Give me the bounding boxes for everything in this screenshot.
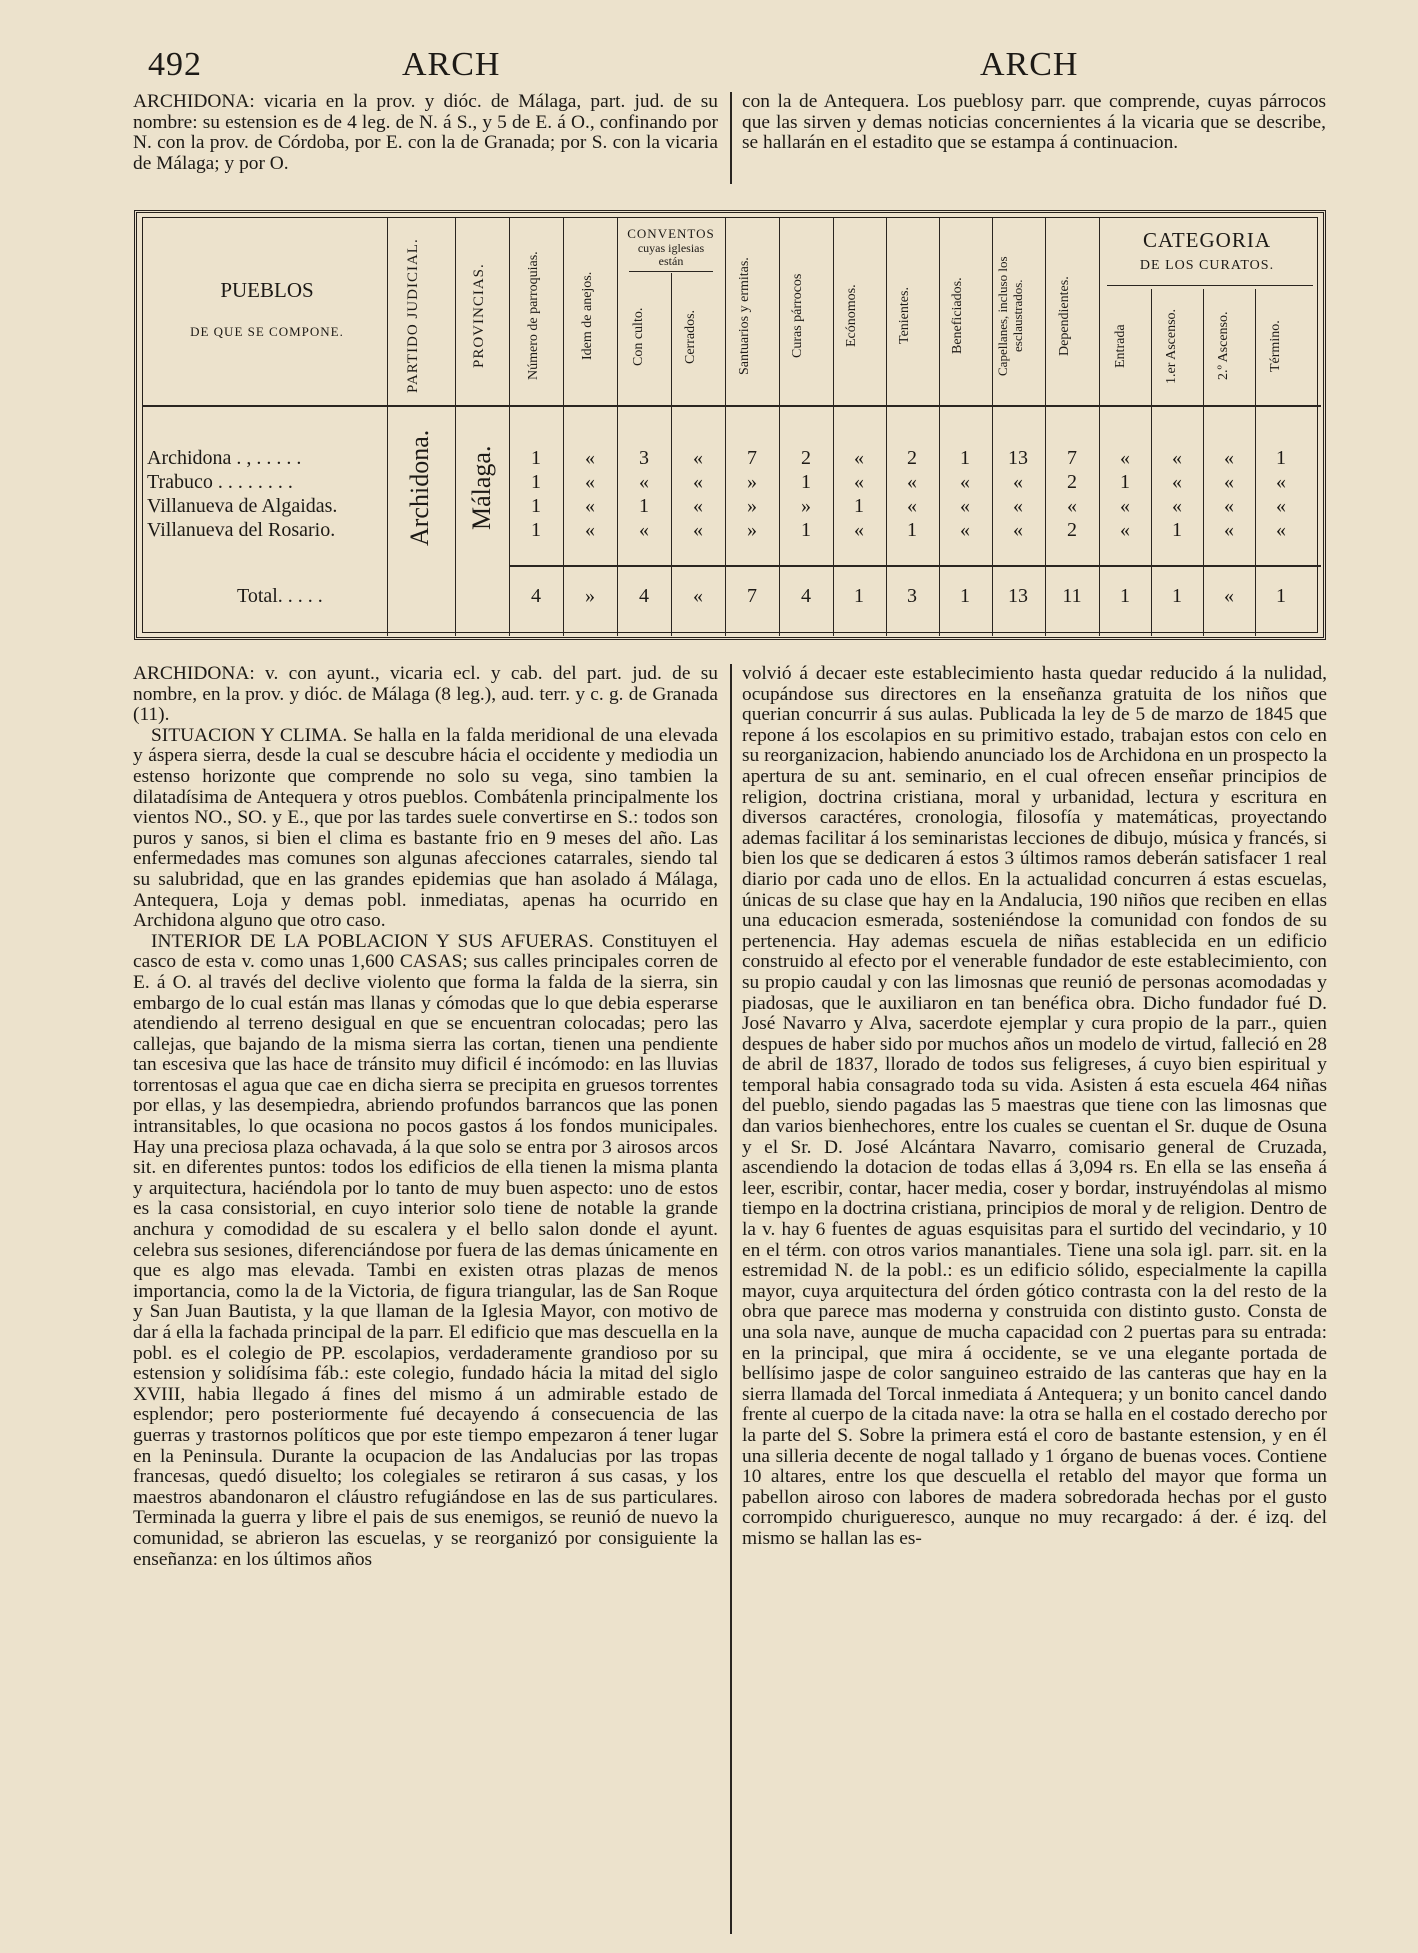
table-rule bbox=[617, 218, 618, 636]
conventos-title: CONVENTOS bbox=[627, 226, 715, 241]
intro-right bbox=[742, 92, 1326, 154]
total-cell: « bbox=[693, 585, 703, 607]
table-cell: « bbox=[1224, 447, 1234, 469]
table-rule bbox=[1255, 289, 1256, 636]
table-cell: « bbox=[1067, 495, 1077, 517]
categoria-brace bbox=[1107, 285, 1313, 286]
total-cell: 4 bbox=[531, 585, 541, 607]
header-capellanes: Capellanes, incluso los esclaustrados. bbox=[995, 256, 1025, 376]
table-cell: 3 bbox=[639, 447, 649, 469]
header-parroquias: Número de parroquias. bbox=[526, 251, 541, 381]
total-cell: 4 bbox=[639, 585, 649, 607]
header-beneficiados: Beneficiados. bbox=[950, 277, 965, 355]
table-cell: « bbox=[693, 471, 703, 493]
table-cell: 2 bbox=[907, 447, 917, 469]
table-rule bbox=[387, 218, 388, 636]
total-label: Total. . . . . bbox=[237, 585, 323, 607]
header-ascenso-1: 1.er Ascenso. bbox=[1164, 308, 1179, 384]
table-cell: « bbox=[960, 519, 970, 541]
table-cell: 1 bbox=[907, 519, 917, 541]
table-cell: « bbox=[1172, 495, 1182, 517]
table-cell: « bbox=[639, 471, 649, 493]
intro-right-text: con la de Antequera. Los pueblosy parr. que comprende, cuyas párrocos que las sirven y demas noticias concernientes á la vicaria que se describe, se hallarán en el estadito que se estampa á continuacion. bbox=[742, 91, 1326, 154]
table-rule bbox=[1151, 289, 1152, 636]
header-ascenso-2: 2.º Ascenso. bbox=[1216, 311, 1231, 381]
header-entrada: Entrada bbox=[1113, 324, 1128, 368]
total-cell: 1 bbox=[854, 585, 864, 607]
table-cell: « bbox=[1276, 519, 1286, 541]
table-cell: 1 bbox=[531, 519, 541, 541]
partido-judicial-value: Archidona. bbox=[405, 429, 434, 547]
total-cell: 7 bbox=[747, 585, 757, 607]
table-cell: « bbox=[1276, 471, 1286, 493]
table-cell: « bbox=[585, 471, 595, 493]
table-inner-frame bbox=[142, 217, 1318, 633]
header-provincias: PROVINCIAS. bbox=[471, 263, 487, 369]
categoria-title: CATEGORIA bbox=[1143, 228, 1271, 252]
column-divider-body bbox=[730, 664, 732, 1934]
table-cell: « bbox=[960, 495, 970, 517]
table-rule bbox=[725, 218, 726, 636]
total-cell: 3 bbox=[907, 585, 917, 607]
conventos-sub2: están bbox=[658, 254, 684, 268]
table-cell: « bbox=[854, 519, 864, 541]
table-cell: » bbox=[801, 495, 811, 517]
table-rule bbox=[833, 218, 834, 636]
table-rule bbox=[1203, 289, 1204, 636]
header-termino: Término. bbox=[1268, 320, 1283, 372]
table-cell: « bbox=[1224, 471, 1234, 493]
header-con-culto: Con culto. bbox=[631, 307, 646, 367]
table-rule bbox=[509, 218, 510, 636]
header-curas: Curas párrocos bbox=[790, 273, 805, 359]
entry-heading-paragraph: ARCHIDONA: v. con ayunt., vicaria ecl. y cab. del part. jud. de su nombre, en la prov. y dióc. de Málaga (8 leg.), aud. terr. y c. g. de Granada (11). bbox=[133, 663, 718, 726]
table-cell: « bbox=[639, 519, 649, 541]
table-cell: » bbox=[747, 471, 757, 493]
row-name: Villanueva del Rosario. bbox=[147, 519, 336, 541]
header-partido-judicial: PARTIDO JUDICIAL. bbox=[405, 238, 421, 394]
table-rule bbox=[671, 273, 672, 636]
table-cell: « bbox=[1224, 519, 1234, 541]
table-cell: « bbox=[854, 471, 864, 493]
table-total-rule bbox=[509, 565, 1321, 567]
table-rule bbox=[886, 218, 887, 636]
vicaria-table bbox=[134, 210, 1326, 640]
running-head-right: ARCH bbox=[980, 46, 1079, 83]
table-cell: 7 bbox=[747, 447, 757, 469]
table-cell: 1 bbox=[531, 471, 541, 493]
situacion-paragraph: SITUACION Y CLIMA. Se halla en la falda meridional de una elevada y áspera sierra, desde la cual se descubre hácia el occidente y mediodia un estenso horizonte que comprende no solo su vega, sino tambien la dilatadísima de Antequera y otros pueblos. Combátenla principalmente los vientos NO., SO. y E., que por las tardes suele convertirse en S.: todos son puros y sanos, si bien el clima es bastante frio en 9 meses del año. Las enfermedades mas comunes son algunas afecciones catarrales, siendo tal su salubridad, que en las grandes epidemias que han asolado á Málaga, Antequera, Loja y demas pobl. inmediatas, apenas ha ocurrido en Archidona alguno que otro caso. bbox=[133, 724, 718, 932]
total-cell: 4 bbox=[801, 585, 811, 607]
table-cell: 1 bbox=[1276, 447, 1286, 469]
table-cell: 1 bbox=[801, 519, 811, 541]
table-cell: 1 bbox=[960, 447, 970, 469]
row-name: Archidona . , . . . . . bbox=[147, 447, 302, 469]
header-santuarios: Santuarios y ermitas. bbox=[737, 257, 752, 375]
pueblos-title: PUEBLOS bbox=[220, 278, 314, 302]
table-rule bbox=[779, 218, 780, 636]
table-rule bbox=[1045, 218, 1046, 636]
total-cell: 1 bbox=[1276, 585, 1286, 607]
table-cell: « bbox=[1172, 471, 1182, 493]
table-cell: « bbox=[1120, 519, 1130, 541]
table-rule bbox=[455, 218, 456, 636]
header-cerrados: Cerrados. bbox=[683, 309, 698, 365]
table-cell: 1 bbox=[639, 495, 649, 517]
table-cell: « bbox=[693, 447, 703, 469]
table-cell: 1 bbox=[531, 447, 541, 469]
table-cell: 1 bbox=[801, 471, 811, 493]
column-divider-top bbox=[730, 92, 732, 184]
table-cell: « bbox=[1013, 495, 1023, 517]
categoria-subtitle: DE LOS CURATOS. bbox=[1139, 258, 1275, 273]
header-economos: Ecónomos. bbox=[844, 284, 859, 348]
pueblos-subtitle: DE QUE SE COMPONE. bbox=[190, 324, 344, 339]
table-cell: 13 bbox=[1008, 447, 1028, 469]
row-name: Villanueva de Algaidas. bbox=[147, 495, 338, 517]
table-cell: « bbox=[1172, 447, 1182, 469]
table-cell: « bbox=[693, 495, 703, 517]
continuation-paragraph: volvió á decaer este establecimiento hasta quedar reducido á la nulidad, ocupándose sus directores en la enseñanza gratuita de los niños que querian concurrir á sus aulas. Publicada la ley de 5 de marzo de 1845 que repone á los escolapios en su primitivo estado, trabajan estos con celo en su reorganizacion, habiendo anunciado los de Archidona en un prospecto la apertura de su ant. seminario, en el cual ofrecen enseñar principios de religion, doctrina cristiana, moral y urbanidad, lectura y escritura en diversos caractéres, cronologia, filosofía y matemáticas, proyectando ademas facilitar á los seminaristas lecciones de dibujo, música y francés, si bien los que se dedicaren á estos 3 últimos ramos deberán satisfacer 1 real diario por cada uno de ellos. En la actualidad concurren á estas escuelas, únicas de su clase que hay en la Andalucia, 190 niños que reciben en ellas una educacion esmerada, sosteniéndose la comunidad con fondos de su pertenencia. Hay ademas escuela de niñas establecida en un edificio construido al efecto por el venerable fundador de este establecimiento, con su propio caudal y con las limosnas que reunió de personas acomodadas y piadosas, que le auxiliaron en tan benéfica obra. Dicho fundador fué D. José Navarro y Alva, sacerdote ejemplar y cura propio de la parr., quien despues de haber sido por muchos años un modelo de virtud, falleció en 28 de abril de 1837, llorado de todos sus feligreses, á cuyo bien espiritual y temporal habia consagrado toda su vida. Asisten á esta escuela 464 niñas del pueblo, siendo pagadas las 5 maestras que tiene con las limosnas que dan varios bienhechores, entre los cuales se cuentan el Sr. duque de Osuna y el Sr. D. José Alcántara Navarro, comisario general de Cruzada, ascendiendo la dotacion de todas ellas á 3,094 rs. En ella se las enseña á leer, escribir, contar, hacer media, coser y bordar, instruyéndolas al mismo tiempo en la doctrina cristiana, principios de moral y de religion. Dentro de la v. hay 6 fuentes de aguas esquisitas para el surtido del vecindario, y 10 en el térm. con otros varios manantiales. Tiene una sola igl. parr. sit. en la estremidad N. de la pobl.: es un edificio sólido, especialmente la capilla mayor, cuya arquitectura del órden gótico contrasta con la del resto de la obra que parece mas moderna y construida con distinto gusto. Consta de una sola nave, aunque de mucha capacidad con 2 puertas para su entrada: en la principal, que mira á occidente, se ve una elegante portada de bellísimo jaspe de color sanguineo estraido de las canteras que hay en la sierra llamada del Torcal inmediata á Antequera; y un bonito cancel dando frente al cuerpo de la citada nave: la otra se halla en el costado derecho por la parte del S. Sobre la primera está el coro de bastante estension, y en él una silleria decente de nogal tallado y 1 órgano de buenas voces. Contiene 10 altares, entre los que descuella el retablo del mayor que forma un pabellon airoso con labores de madera sobredorada hechas por el gusto corrompido churigueresco, aunque no muy recargado: á der. é izq. del mismo se hallan las es- bbox=[742, 663, 1327, 1549]
table-cell: « bbox=[1120, 495, 1130, 517]
page-number: 492 bbox=[148, 46, 202, 83]
table-cell: 7 bbox=[1067, 447, 1077, 469]
table-cell: 2 bbox=[801, 447, 811, 469]
intro-left bbox=[133, 92, 718, 174]
total-cell: « bbox=[1224, 585, 1234, 607]
row-name: Trabuco . . . . . . . . bbox=[147, 471, 293, 493]
table-cell: « bbox=[585, 495, 595, 517]
header-tenientes: Tenientes. bbox=[897, 287, 912, 345]
total-cell: 11 bbox=[1062, 585, 1082, 607]
body-column-right bbox=[742, 664, 1327, 1550]
table-cell: » bbox=[747, 495, 757, 517]
table-cell: « bbox=[585, 519, 595, 541]
table-rule bbox=[1099, 218, 1100, 636]
table-cell: 1 bbox=[531, 495, 541, 517]
table-cell: 2 bbox=[1067, 519, 1077, 541]
total-cell: 13 bbox=[1008, 585, 1028, 607]
total-cell: 1 bbox=[960, 585, 970, 607]
table-cell: « bbox=[854, 447, 864, 469]
table-cell: « bbox=[960, 471, 970, 493]
table-cell: 1 bbox=[854, 495, 864, 517]
table-cell: « bbox=[907, 471, 917, 493]
table-cell: 1 bbox=[1172, 519, 1182, 541]
table-cell: 1 bbox=[1120, 471, 1130, 493]
table-cell: « bbox=[585, 447, 595, 469]
table-cell: « bbox=[693, 519, 703, 541]
table-cell: » bbox=[747, 519, 757, 541]
table-cell: « bbox=[1276, 495, 1286, 517]
table-cell: « bbox=[1120, 447, 1130, 469]
table-cell: 2 bbox=[1067, 471, 1077, 493]
table-rule bbox=[939, 218, 940, 636]
total-cell: 1 bbox=[1120, 585, 1130, 607]
conventos-sub1: cuyas iglesias bbox=[637, 241, 705, 255]
provincia-value: Málaga. bbox=[467, 445, 496, 531]
header-anejos: Idem de anejos. bbox=[580, 271, 595, 361]
table-rule bbox=[992, 218, 993, 636]
table-cell: « bbox=[1013, 519, 1023, 541]
total-cell: 1 bbox=[1172, 585, 1182, 607]
intro-left-text: ARCHIDONA: vicaria en la prov. y dióc. de Málaga, part. jud. de su nombre: su estension es de 4 leg. de N. á S., y 5 de E. á O., confinando por N. con la prov. de Córdoba, por E. con la de Granada; por S. con la vicaria de Málaga; y por O. bbox=[133, 91, 718, 174]
interior-paragraph: INTERIOR DE LA POBLACION Y SUS AFUERAS. Constituyen el casco de esta v. como unas 1,600 CASAS; sus calles principales corren de E. á O. al través del declive violento que forma la falda de la sierra, sin embargo de lo cual están mas llanas y cómodas que lo que debia esperarse atendiendo al terreno desigual en que se encuentran colocadas; pero las callejas, que bajando de la misma sierra las cortan, tienen una pendiente tan escesiva que las hace de tránsito muy dificil é incómodo: en las lluvias torrentosas el agua que cae en dicha sierra se precipita en gruesos torrentes por ellas, y las desempiedra, abriendo profundos barrancos que las ponen intransitables, lo que ocasiona no pocos gastos á los fondos municipales. Hay una preciosa plaza ochavada, á la que solo se entra por 3 airosos arcos sit. en diferentes puntos: todos los edificios de ella tienen la misma planta y arquitectura, haciéndola por lo tanto de muy buen aspecto: uno de estos es la casa consistorial, en cuyo interior solo tiene de notable la grande anchura y comodidad de su escalera y el bello salon donde el ayunt. celebra sus sesiones, diferenciándose por fuera de las demas únicamente en que es algo mas elevada. Tambi en existen otras plazas de menos importancia, como la de la Victoria, de figura triangular, las de San Roque y San Juan Bautista, y la que llaman de la Iglesia Mayor, con motivo de dar á ella la fachada principal de la parr. El edificio que mas descuella en la pobl. es el colegio de PP. escolapios, verdaderamente grandioso por su estension y solidísima fáb.: este colegio, fundado hácia la mitad del siglo XVIII, habia llegado á fines del mismo á un admirable estado de esplendor; pero posteriormente fué decayendo á consecuencia de las guerras y trastornos políticos que por este tiempo empezaron á tener lugar en la Peninsula. Durante la ocupacion de las Andalucias por las tropas francesas, quedó disuelto; los colegiales se retiraron á sus casas, y los maestros abandonaron el cláustro refugiándose en las de sus particulares. Terminada la guerra y libre el pais de sus enemigos, se reunió de nuevo la comunidad, se abrieron las escuelas, y se reorganizó por consiguiente la enseñanza: en los últimos años bbox=[133, 930, 718, 1570]
table-cell: « bbox=[1013, 471, 1023, 493]
header-dependientes: Dependientes. bbox=[1057, 276, 1072, 356]
body-column-left bbox=[133, 664, 718, 1570]
table-cell: « bbox=[1224, 495, 1234, 517]
table-header-rule bbox=[142, 405, 1321, 407]
table-rule bbox=[563, 218, 564, 636]
conventos-brace bbox=[629, 271, 713, 272]
total-cell: » bbox=[585, 585, 595, 607]
running-head-left: ARCH bbox=[402, 46, 501, 83]
table-cell: « bbox=[907, 495, 917, 517]
